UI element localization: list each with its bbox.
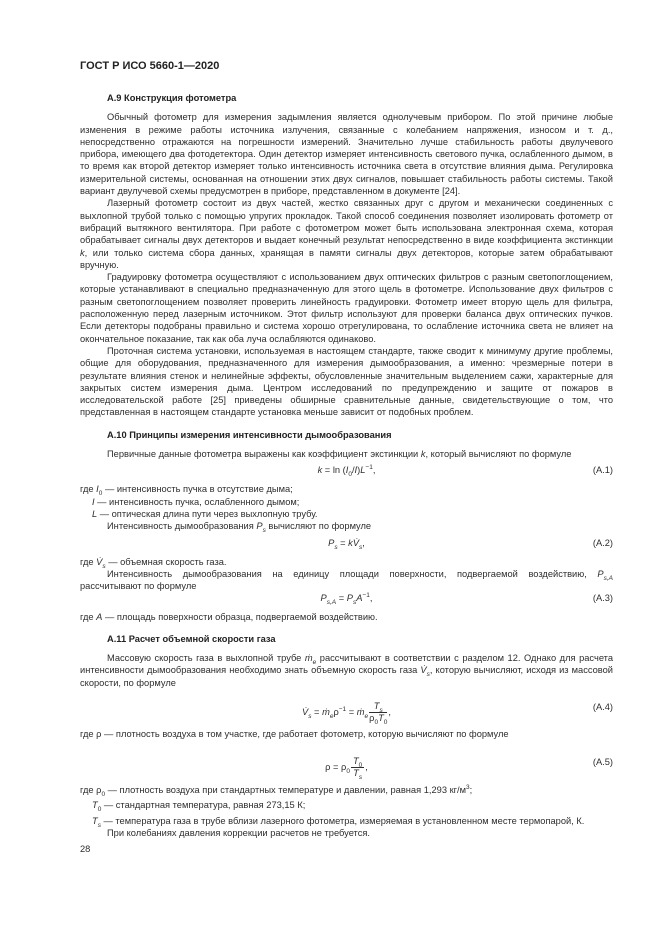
text: Первичные данные фотометра выражены как коэффициент экстинкции [107,449,421,460]
f: s,A [326,599,337,607]
f: 0 [358,762,363,770]
f: , [372,465,376,476]
formula-a5 [80,748,613,782]
variable: T [92,800,98,811]
where-item [80,508,613,520]
t: Массовую скорость газа в выхлопной трубе [107,652,305,663]
variable: ρ [96,728,102,739]
paragraph: Проточная система установки, используемая в настоящем стандарте, также сводит к минимуму другие проблемы, общие для оборудования, предназначенного для измерения дымообразования, а именно: чрезмерные потери в результате влияния стенок и нелинейные эффекты, обусловленные значительным выделением сажи, характерные для закрытых систем измерения дыма. Центром исследований по предупреждению и защите от пожаров в исследовательской работе [25] приведены обширные сравнительные данные, свидетельствующие о том, что представленная в настоящем стандарте установка меньше зависит от подобных проблем. [80,345,613,418]
t: вычисляют по формуле [265,521,372,532]
f: = [330,762,342,773]
t: 0 [97,806,102,814]
t: — оптическая длина пути через выхлопную трубу. [97,508,318,519]
t: где [80,556,97,567]
fraction [351,756,364,782]
f: = [337,537,349,548]
variable: T [92,815,98,826]
text: , или только система сбора данных, хранящая в памяти сигналы двух детекторов, которые затем обрабатывают вручную. [80,247,613,270]
variable: V̇ [420,665,427,676]
paragraph: Градуировку фотометра осуществляют с использованием двух оптических фильтров с разным светопоглощением, которые устанавливают в специально предназначенную для этого щель в фотометре. Использование двух фильтров с разным светопоглощением позволяет проверить линейность градуировки. Фотометр имеет вторую щель для фильтра, расположенную перед лазерным источником. Этот фильтр используют для проверки баланса двух оптических пучков. Если детекторы подобраны правильно и система хорошо отрегулирована, то ослабление источника света не влияет на окончательное показание, так как оба луча ослабляются одинаково. [80,272,613,344]
formula-expression [80,756,613,782]
fraction [369,701,387,724]
formula-a1 [80,464,613,478]
t: , которую вычисляют, исходя из массовой скорости, по формуле [80,665,613,688]
f: = [336,593,347,604]
variable: P [256,521,263,532]
equation-number: (А.4) [592,701,613,712]
t: рассчитывают в соответствии с разделом 12. Однако для расчета интенсивности дымообразования необходимо знать объемную скорость газа [80,652,613,676]
f: T [378,712,384,723]
paragraph [80,568,613,593]
f: s [308,712,312,720]
f: , [362,537,365,548]
f: ṁ [322,706,330,717]
f: ρ [333,706,339,717]
document-header: ГОСТ Р ИСО 5660-1—2020 [80,60,220,72]
f: = ln ( [322,465,346,476]
f: A [356,593,363,604]
t: — плотность воздуха при стандартных температуре и давлении, равная 1,293 кг/м [105,785,466,796]
variable: k [80,247,85,258]
where-item [80,799,613,814]
f: s [334,543,338,551]
formula-expression [80,537,613,549]
where-item [80,784,613,799]
t: — интенсивность пучка в отсутствие дыма; [102,484,293,495]
variable: k [420,449,426,460]
text: Лазерный фотометр состоит из двух частей, жестко связанных друг с другом и механически соединенных с выхлопной трубой только с помощью упругих прокладок. Такой способ соединения позволяет изолировать фотометр от вибраций вытяжного вентилятора. При работе с фотометром может быть использована электронная схема, которая обрабатывает сигналы двух детекторов и выдает конечный результат непосредственно в виде коэффициента экстинкции [80,198,613,246]
where-item [80,815,613,827]
f: V̇ [352,537,360,548]
t: 0 [98,490,103,498]
paragraph [80,448,613,460]
variable: ρ [96,785,102,796]
f: 0 [346,767,350,775]
where-item [80,728,613,740]
variable: L [92,508,98,519]
section-heading-a9: А.9 Конструкция фотометра [107,93,237,103]
formula-expression [80,701,613,724]
f: P [320,593,327,604]
t: — объемная скорость газа. [105,556,227,567]
variable: P [597,568,604,579]
formula-a2 [80,537,613,551]
equation-number: (А.3) [592,593,613,604]
variable: I [96,484,99,495]
paragraph [80,197,613,271]
where-item [80,556,613,568]
where-item [80,483,613,498]
paragraph: Обычный фотометр для измерения задымления является однолучевым прибором. По этой причине любые изменения в режиме работы источника излучения, связанные с колебанием напряжения, износом и т. д., непосредственно отражаются на погрешности измерений. Значительно лучше стабильность работы двулучевого прибора, имеющего два фотодетектора. Один детектор измеряет интенсивность светового пучка, ослабленного дымом, в то время как второй детектор измеряет только интенсивность источника света в отсутствие влияния дыма. Регулировка измерительной системы, основанная на отношении этих двух сигналов, повышает стабильность работы системы. Такой вариант двулучевой схемы предусмотрен в приборе, представленном в документе [24]. [80,112,613,197]
t: где [80,728,97,739]
t: где [80,612,97,623]
f: , [388,706,391,717]
t: s [262,527,266,535]
f: e [329,712,334,720]
f: k [348,537,353,548]
t: s [97,821,101,829]
t: — температура газа в трубе вблизи лазерного фотометра, измеряемая в установленном месте термопарой, К. [100,815,585,826]
f: −1 [362,592,370,600]
f: = [346,706,357,717]
t: e [312,658,317,666]
f: P [346,593,353,604]
text: , который вычисляют по формуле [425,449,572,460]
f: ρ [325,762,331,773]
t: — интенсивность пучка, ослабленного дымом; [94,496,300,507]
f: s [352,599,357,607]
t: Интенсивность дымообразования [107,521,257,532]
where-item [80,496,613,508]
f: e [364,712,369,720]
formula-a4 [80,693,613,726]
note-paragraph: При колебаниях давления коррекции расчетов не требуется. [107,828,370,839]
f: T [352,756,359,767]
equation-number: (А.1) [592,465,613,476]
f: 0 [348,471,352,479]
t: Интенсивность дымообразования на единицу площади поверхности, подвергаемой воздействию, [107,568,598,579]
equation-number: (А.5) [592,757,613,768]
f: I [354,465,358,476]
variable: A [96,612,103,623]
section-heading-a10: А.10 Принципы измерения интенсивности дымообразования [107,429,392,440]
t: где [80,484,97,495]
f: T [353,768,359,779]
f: ρ [369,712,375,723]
f: , [365,762,368,773]
t: рассчитывают по формуле [80,581,197,592]
t: — площадь поверхности образца, подвергаемой воздействию. [102,612,378,623]
f: ρ [341,762,347,773]
variable: V̇ [96,556,103,567]
f: T [373,700,380,711]
where-item [80,611,613,623]
formula-expression [80,464,613,479]
variable: ṁ [304,652,313,663]
t: s [426,671,430,679]
t: где [80,785,97,796]
paragraph [80,520,613,535]
f: −1 [365,464,373,472]
f: 0 [374,718,379,726]
f: P [328,537,335,548]
t: — стандартная температура, равная 273,15 К; [101,800,306,811]
f: = [311,706,323,717]
f: s [379,706,383,714]
t: s [102,562,106,570]
variable: I [92,496,95,507]
f: s [359,543,363,551]
f: V̇ [302,706,309,717]
f: ṁ [356,706,365,717]
page-number: 28 [80,844,91,854]
f: , [369,593,373,604]
f: / [351,465,355,476]
t: ; [469,785,473,796]
equation-number: (А.2) [592,537,613,548]
f: L [360,465,366,476]
f: k [317,465,323,476]
f: −1 [338,705,347,713]
paragraph [80,652,613,689]
formula-expression [80,592,613,607]
t: 0 [101,791,106,799]
f: ) [357,465,361,476]
f: I [345,465,349,476]
page-content [80,92,613,839]
f: 0 [383,718,388,726]
t: s,A [603,574,613,582]
f: s [358,774,363,782]
formula-a3 [80,592,613,606]
t: — плотность воздуха в том участке, где работает фотометр, которую вычисляют по формуле [101,728,509,739]
section-heading-a11: А.11 Расчет объемной скорости газа [107,633,276,644]
t: 3 [466,784,470,792]
